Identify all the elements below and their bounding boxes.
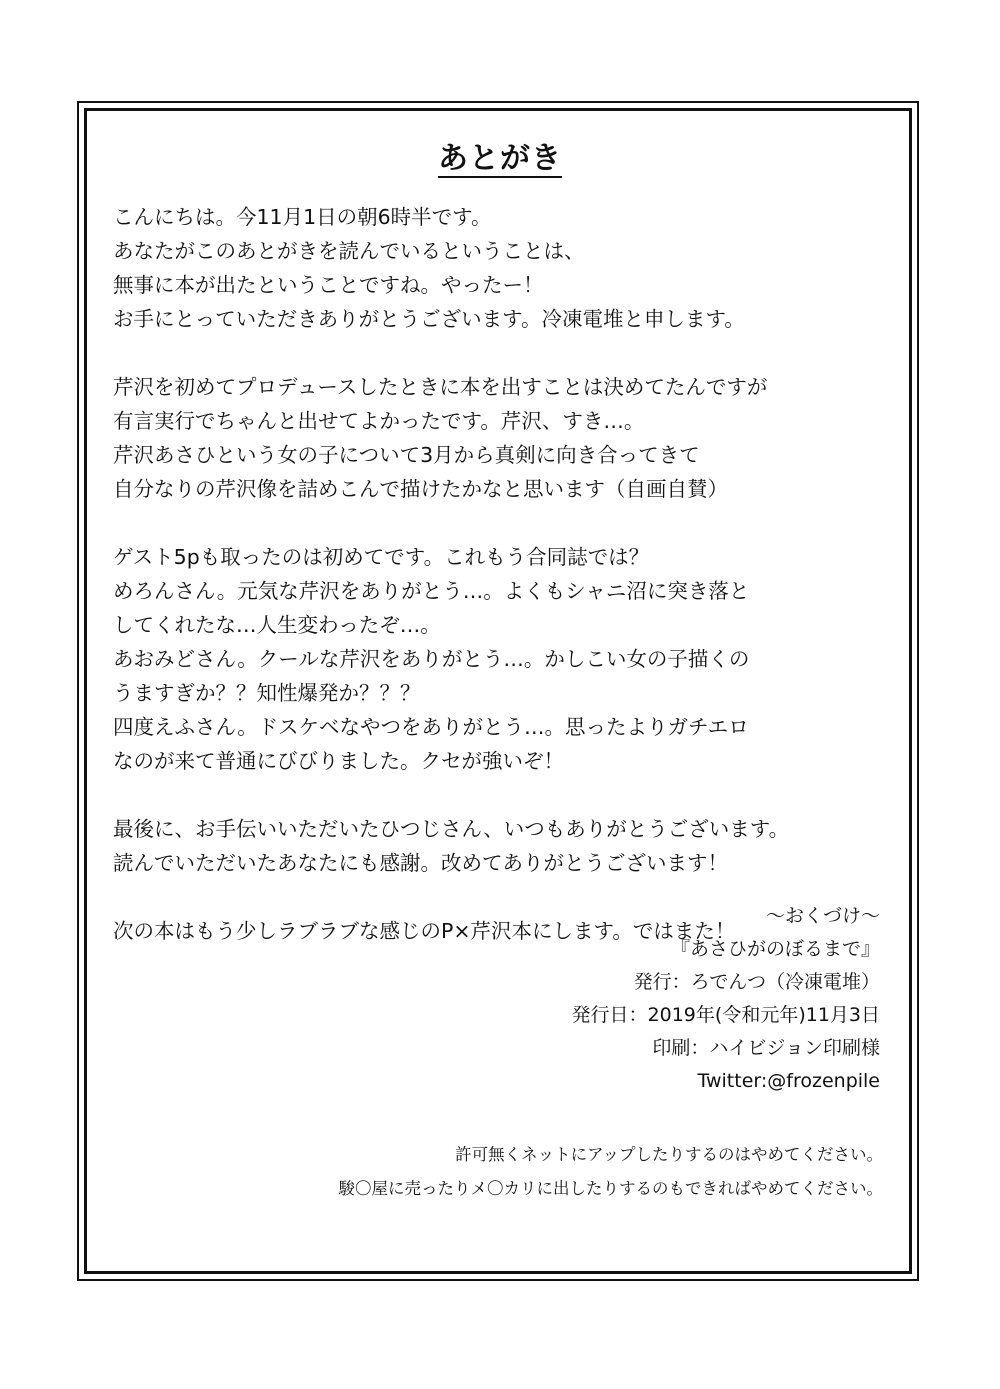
notice-block: [339, 1138, 884, 1206]
text-line: あおみどさん。クールな芹沢をありがとう…。かしこい女の子描くの: [113, 647, 750, 671]
text-line: ゲスト5pも取ったのは初めてです。これもう合同誌では？: [113, 545, 650, 569]
notice-line: 駿〇屋に売ったりメ〇カリに出したりするのもできればやめてください。: [338, 1179, 883, 1198]
afterword-body: [113, 200, 893, 982]
text-line: こんにちは。今11月1日の朝6時半です。: [113, 205, 492, 229]
text-line: お手にとっていただきありがとうございます。冷凍電堆と申します。: [113, 307, 745, 331]
text-line: 有言実行でちゃんと出せてよかったです。芹沢、すき…。: [113, 409, 645, 433]
colophon-publisher: 発行：ろでんつ（冷凍電堆）: [633, 971, 880, 993]
text-line: 自分なりの芹沢像を詰めこんで描けたかなと思います（自画自賛）: [113, 477, 728, 501]
page-title: [0, 133, 1000, 177]
text-line: 芹沢あさひという女の子について3月から真剣に向き合ってきて: [113, 443, 700, 467]
paragraph-motivation: [113, 370, 893, 506]
page-title-text: あとがき: [438, 141, 562, 176]
text-line: めろんさん。元気な芹沢をありがとう…。よくもシャニ沼に突き落と: [113, 579, 750, 603]
colophon-book-title: 『あさひがのぼるまで』: [670, 938, 880, 960]
colophon-date: 発行日：2019年(令和元年)11月3日: [571, 1004, 880, 1026]
text-line: うますぎか？？知性爆発か？？？: [113, 681, 421, 705]
text-line: してくれたな…人生変わったぞ…。: [113, 613, 441, 637]
text-line: 読んでいただいたあなたにも感謝。改めてありがとうございます！: [113, 851, 728, 875]
paragraph-greeting: [113, 200, 893, 336]
text-line: 最後に、お手伝いいただいたひつじさん、いつもありがとうございます。: [113, 817, 790, 841]
text-line: 次の本はもう少しラブラブな感じのP×芹沢本にします。ではまた！: [113, 919, 736, 943]
paragraph-thanks: [113, 812, 893, 880]
notice-line: 許可無くネットにアップしたりするのはやめてください。: [455, 1145, 883, 1164]
text-line: 芹沢を初めてプロデュースしたときに本を出すことは決めてたんですが: [113, 375, 768, 399]
colophon: [572, 900, 880, 1098]
text-line: あなたがこのあとがきを読んでいるということは、: [113, 239, 585, 263]
colophon-printer: 印刷：ハイビジョン印刷様: [652, 1037, 880, 1059]
colophon-heading: ～おくづけ～: [765, 905, 880, 927]
colophon-twitter: Twitter:@frozenpile: [697, 1070, 880, 1092]
text-line: なのが来て普通にびびりました。クセが強いぞ！: [113, 749, 564, 773]
text-line: 四度えふさん。ドスケベなやつをありがとう…。思ったよりガチエロ: [113, 715, 749, 739]
paragraph-guests: [113, 540, 893, 778]
text-line: 無事に本が出たということですね。やったー！: [113, 273, 544, 297]
